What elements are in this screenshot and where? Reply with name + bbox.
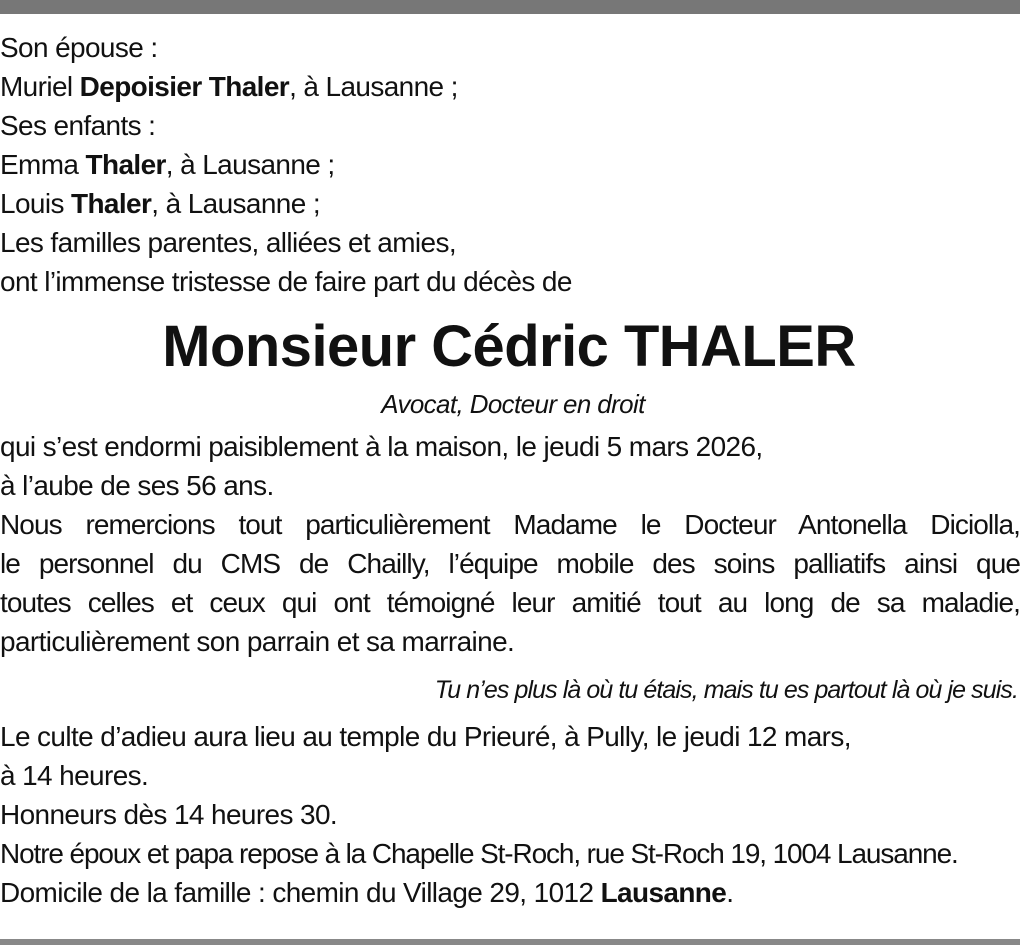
child-line-louis — [0, 184, 1018, 223]
children-heading: Ses enfants : — [0, 110, 156, 141]
rest-line: Notre époux et papa repose à la Chapelle St-Roch, rue St-Roch 19, 1004 Lausanne. — [0, 838, 958, 869]
service-line-1: Le culte d’adieu aura lieu au temple du Prieuré, à Pully, le jeudi 12 mars, — [0, 721, 851, 752]
child-line-emma — [0, 145, 1018, 184]
spouse-last-name: Depoisier Thaler — [79, 71, 290, 102]
spouse-line — [0, 67, 1018, 106]
obituary-notice — [0, 28, 1020, 912]
families-line: Les familles parentes, alliées et amies, — [0, 227, 457, 258]
child-last-name: Thaler — [70, 188, 152, 219]
spouse-first-name: Muriel — [0, 71, 80, 102]
child-first-name: Emma — [0, 149, 86, 180]
announce-line: ont l’immense tristesse de faire part du décès de — [0, 266, 572, 297]
spouse-location: , à Lausanne ; — [289, 71, 458, 102]
domicile-line — [0, 873, 1018, 912]
death-line-2: à l’aube de ses 56 ans. — [0, 470, 274, 501]
thanks-line-2: le personnel du CMS de Chailly, l’équipe mobile des soins palliatifs ainsi que — [0, 548, 1020, 579]
domicile-address: Domicile de la famille : chemin du Village 29, 1012 — [0, 877, 601, 908]
child-last-name: Thaler — [85, 149, 166, 180]
death-line-1: qui s’est endormi paisiblement à la maison, le jeudi 5 mars 2026, — [0, 431, 763, 462]
child-location: , à Lausanne ; — [165, 149, 335, 180]
top-rule — [0, 0, 1020, 14]
spouse-heading: Son épouse : — [0, 32, 158, 63]
deceased-name: Monsieur Cédric THALER — [162, 314, 856, 379]
domicile-city: Lausanne — [600, 877, 727, 908]
thanks-line-4: particulièrement son parrain et sa marraine. — [0, 626, 515, 657]
honors-line: Honneurs dès 14 heures 30. — [0, 799, 338, 830]
quote: Tu n’es plus là où tu étais, mais tu es partout là où je suis. — [434, 676, 1019, 704]
bottom-rule — [0, 939, 1020, 945]
deceased-title: Avocat, Docteur en droit — [381, 389, 645, 419]
domicile-suffix: . — [726, 877, 734, 908]
child-location: , à Lausanne ; — [151, 188, 321, 219]
service-line-2: à 14 heures. — [0, 760, 149, 791]
thanks-line-3: toutes celles et ceux qui ont témoigné leur amitié tout au long de sa maladie, — [0, 587, 1020, 618]
child-first-name: Louis — [0, 188, 71, 219]
thanks-line-1: Nous remercions tout particulièrement Madame le Docteur Antonella Diciolla, — [0, 509, 1020, 540]
